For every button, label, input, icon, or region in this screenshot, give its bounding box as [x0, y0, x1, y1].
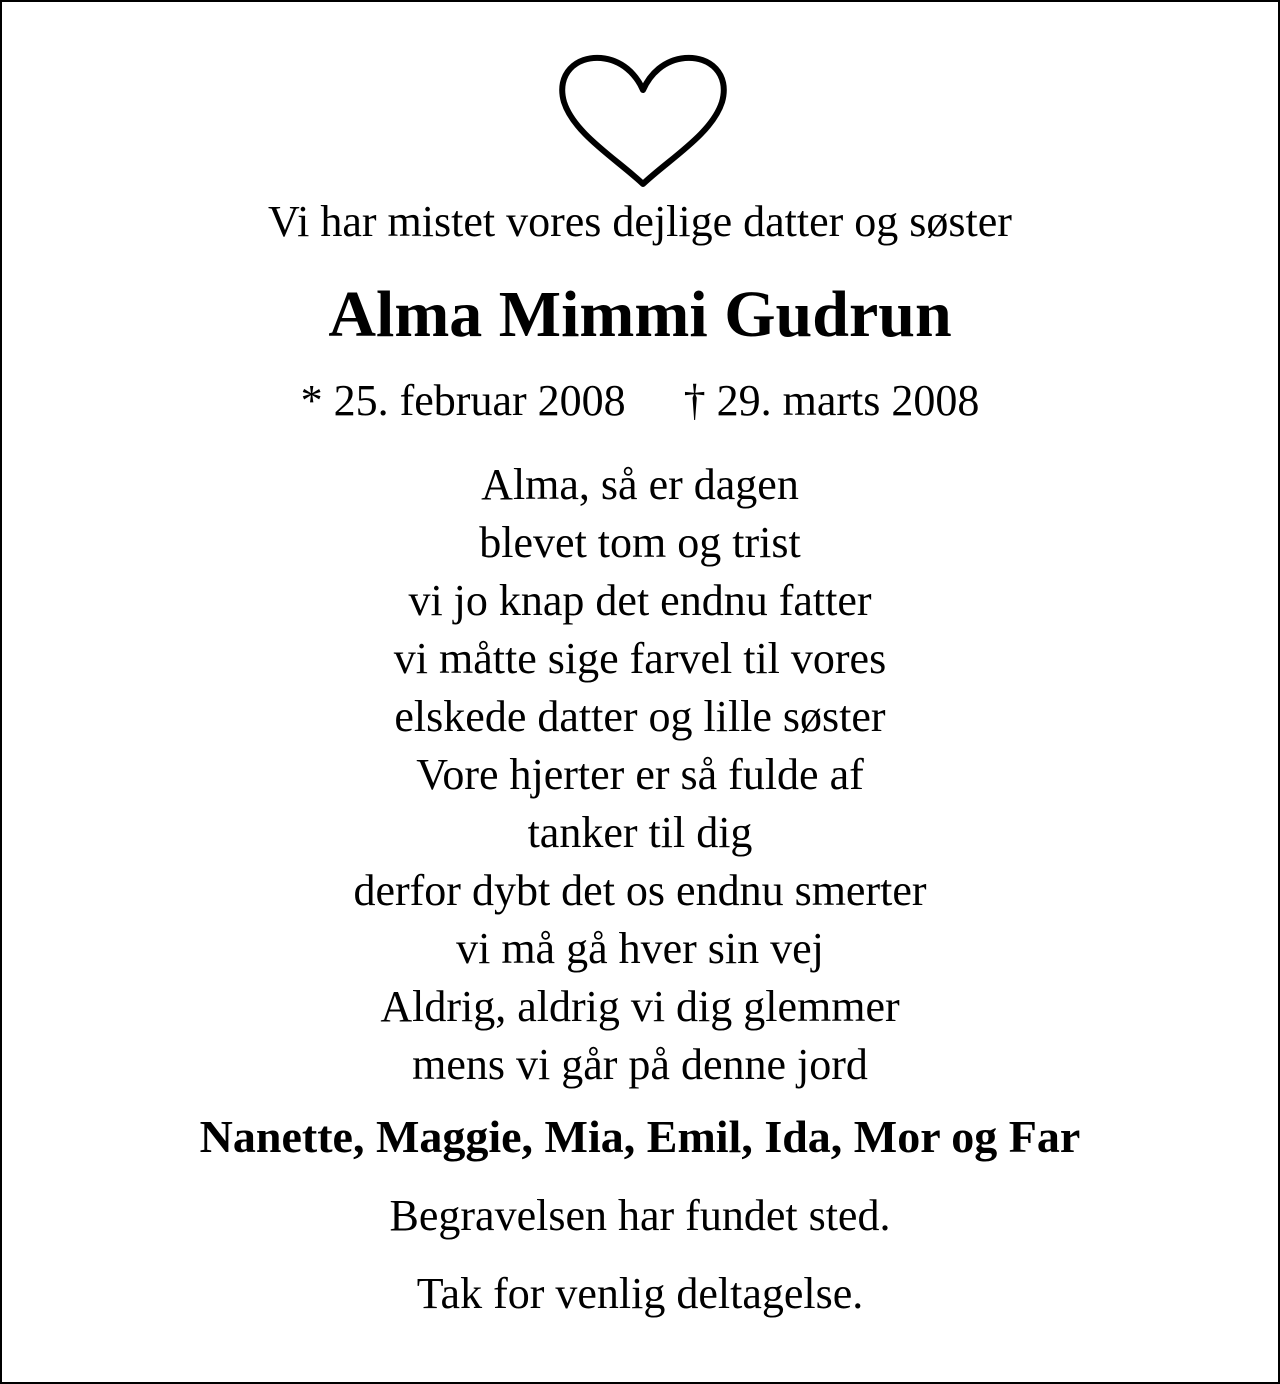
- poem-line: vi må gå hver sin vej: [456, 924, 824, 973]
- death-date: † 29. marts 2008: [683, 376, 980, 425]
- poem-line: blevet tom og trist: [479, 518, 801, 567]
- signers: Nanette, Maggie, Mia, Emil, Ida, Mor og Far: [199, 1111, 1081, 1162]
- poem-line: vi jo knap det endnu fatter: [408, 576, 872, 625]
- poem-line: Vore hjerter er så fulde af: [416, 750, 864, 799]
- birth-date: * 25. februar 2008: [300, 376, 626, 425]
- funeral-note: Begravelsen har fundet sted.: [389, 1191, 891, 1240]
- poem: [2, 456, 1278, 1094]
- poem-line: derfor dybt det os endnu smerter: [353, 866, 927, 915]
- thanks-note: Tak for venlig deltagelse.: [416, 1269, 864, 1318]
- poem-line: Aldrig, aldrig vi dig glemmer: [380, 982, 900, 1031]
- poem-line: vi måtte sige farvel til vores: [393, 634, 887, 683]
- life-dates: [2, 376, 1278, 425]
- poem-line: tanker til dig: [527, 808, 753, 857]
- intro-text: Vi har mistet vores dejlige datter og søster: [268, 197, 1012, 246]
- poem-line: elskede datter og lille søster: [394, 692, 886, 741]
- poem-line: mens vi går på denne jord: [412, 1040, 868, 1089]
- deceased-name: Alma Mimmi Gudrun: [328, 278, 952, 351]
- poem-line: Alma, så er dagen: [481, 460, 799, 509]
- heart-icon: [556, 52, 730, 190]
